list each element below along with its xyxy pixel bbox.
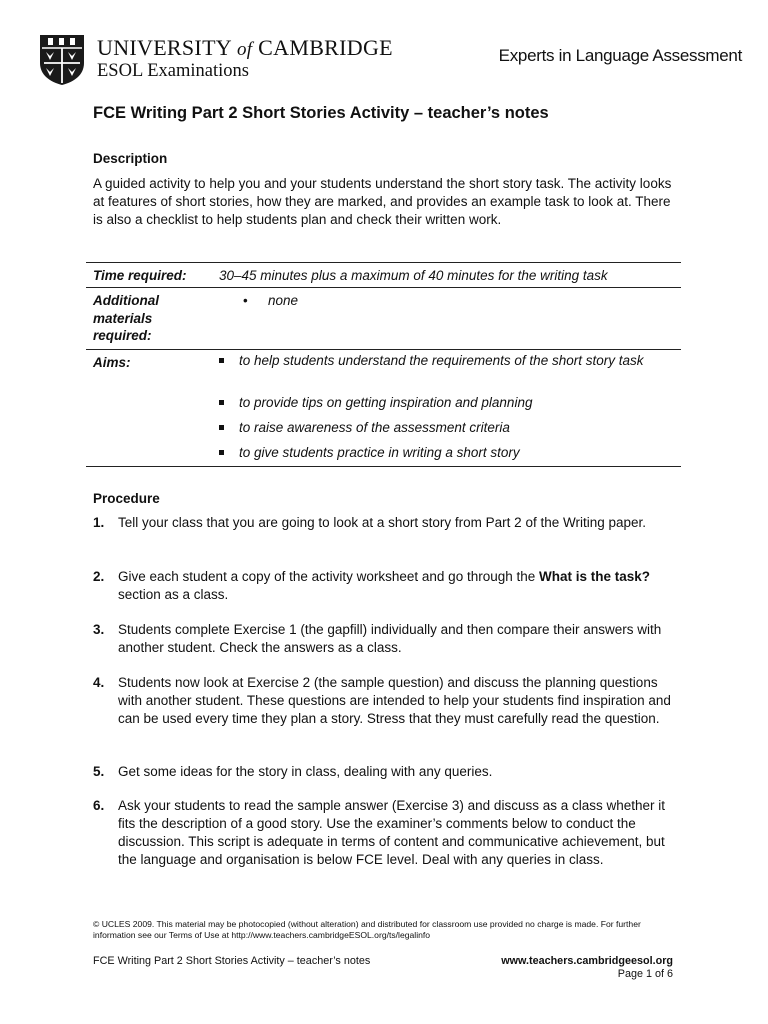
page-header: [38, 32, 742, 84]
document-title: FCE Writing Part 2 Short Stories Activity – teacher’s notes: [93, 104, 549, 122]
aim-item: to give students practice in writing a short story: [239, 444, 674, 462]
aims-row: [86, 350, 681, 466]
step-number: 5.: [93, 764, 105, 779]
materials-row: [86, 288, 681, 350]
square-bullet-icon: [219, 400, 224, 405]
step-number: 6.: [93, 798, 105, 813]
step-text: Give each student a copy of the activity worksheet and go through the What is the task? section as a class.: [118, 569, 651, 602]
footer-right: [501, 955, 673, 981]
step-text: Students complete Exercise 1 (the gapfill) individually and then compare their answers with another student. Check the answers as a class.: [118, 622, 662, 655]
tagline: Experts in Language Assessment: [498, 46, 742, 65]
step-number: 2.: [93, 569, 105, 584]
materials-label: Additional materials required:: [93, 293, 159, 343]
description-text: A guided activity to help you and your students understand the short story task. The activity looks at features of short stories, how they are marked, and provides an example task to look at. There is also a checklist to help students plan and check their written work.: [93, 176, 672, 227]
esol-subtitle: ESOL Examinations: [97, 61, 249, 81]
step-number: 3.: [93, 622, 105, 637]
aim-item: to provide tips on getting inspiration and planning: [239, 394, 674, 412]
step-number: 1.: [93, 515, 105, 530]
step-text: Get some ideas for the story in class, dealing with any queries.: [118, 764, 493, 779]
description-heading: Description: [93, 151, 168, 166]
procedure-heading: Procedure: [93, 491, 160, 506]
square-bullet-icon: [219, 425, 224, 430]
time-row: [86, 263, 681, 288]
footer-title: FCE Writing Part 2 Short Stories Activity – teacher’s notes: [93, 955, 371, 967]
page-number: Page 1 of 6: [617, 968, 673, 980]
aim-item: to raise awareness of the assessment criteria: [239, 419, 674, 437]
aim-item: to help students understand the requirements of the short story task: [239, 352, 674, 370]
bullet-icon: •: [243, 293, 248, 308]
copyright-notice: © UCLES 2009. This material may be photocopied (without alteration) and distributed for classroom use provided no charge is made. For further information see our Terms of Use at http://www.teachers.cambridgeESOL.org/ts/legalinfo: [93, 919, 641, 940]
step-text: Students now look at Exercise 2 (the sample question) and discuss the planning questions with another student. These questions are intended to help your students find inspiration and can be used every time they plan a story. Stress that they must carefully read the question.: [118, 675, 671, 726]
university-name: UNIVERSITY of CAMBRIDGE: [97, 35, 393, 60]
time-value: 30–45 minutes plus a maximum of 40 minutes for the writing task: [219, 268, 608, 283]
step-text: Tell your class that you are going to look at a short story from Part 2 of the Writing paper.: [118, 515, 647, 530]
square-bullet-icon: [219, 450, 224, 455]
info-table: [86, 262, 681, 467]
materials-value: none: [268, 293, 299, 308]
step-emphasis: What is the task?: [539, 569, 651, 584]
step-number: 4.: [93, 675, 105, 690]
website-link[interactable]: www.teachers.cambridgeesol.org: [501, 955, 673, 967]
square-bullet-icon: [219, 358, 224, 363]
cambridge-crest-icon: [38, 33, 86, 86]
step-text: Ask your students to read the sample answer (Exercise 3) and discuss as a class whether it fits the description of a good story. Use the examiner’s comments below to conduct the discussion. This script is adequate in terms of content and communicative achievement, but the language and organisation is below FCE level. Deal with any queries in class.: [118, 798, 666, 867]
time-label: Time required:: [93, 268, 187, 283]
aims-label: Aims:: [93, 355, 131, 370]
